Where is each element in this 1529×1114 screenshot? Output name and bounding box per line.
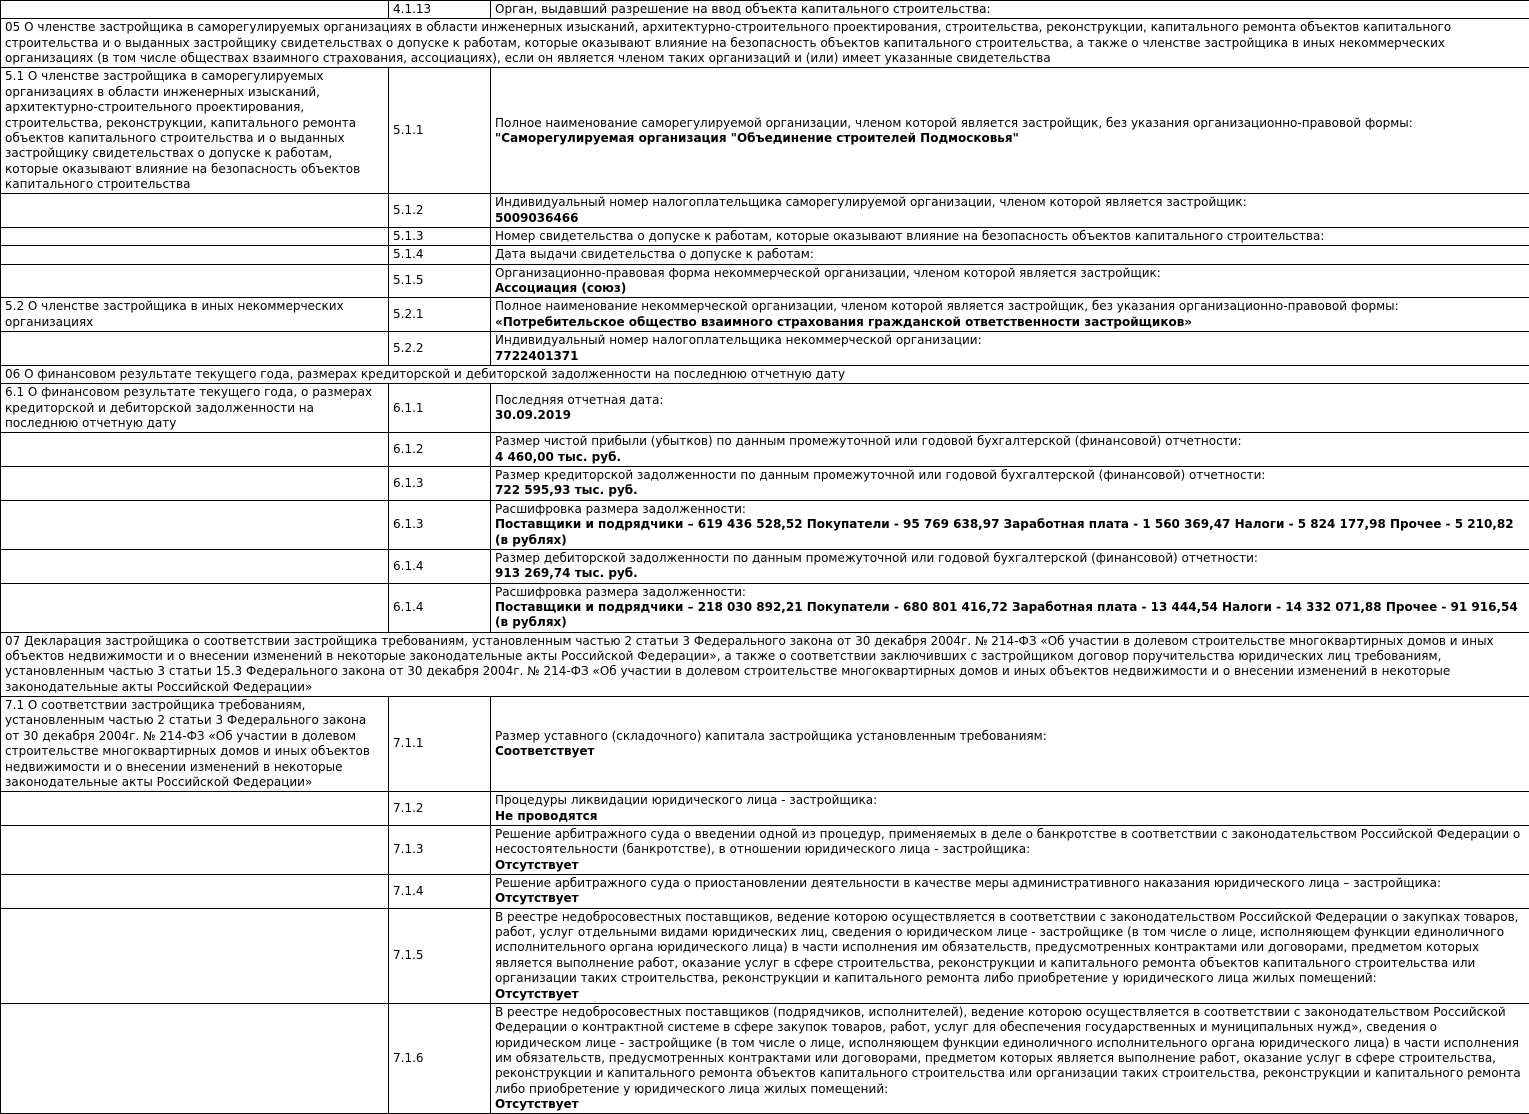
table-row	[1, 825, 1529, 874]
table-row	[1, 549, 1529, 583]
row-code-cell: 4.1.13	[389, 1, 491, 19]
row-description-cell	[1, 500, 389, 549]
row-description-cell	[1, 332, 389, 366]
row-content-cell	[491, 549, 1529, 583]
row-content-cell	[491, 332, 1529, 366]
row-description-cell: 6.1 О финансовом результате текущего года, о размерах кредиторской и дебиторской задолженности на последнюю отчетную дату	[1, 384, 389, 433]
table-row	[1, 264, 1529, 298]
row-code-cell: 6.1.3	[389, 467, 491, 501]
row-content-cell	[491, 583, 1529, 632]
row-description-cell	[1, 264, 389, 298]
field-value: Поставщики и подрядчики – 218 030 892,21 Покупатели - 680 801 416,72 Заработная плата - 13 444,54 Налоги - 14 332 071,88 Прочее - 91 916,54 (в рублях)	[495, 600, 1525, 631]
table-row	[1, 467, 1529, 501]
row-content-cell	[491, 68, 1529, 194]
table-row	[1, 433, 1529, 467]
row-content-cell	[491, 264, 1529, 298]
field-label: Решение арбитражного суда о приостановлении деятельности в качестве меры административного наказания юридического лица – застройщика:	[495, 876, 1525, 891]
row-code-cell: 7.1.2	[389, 792, 491, 826]
table-row	[1, 332, 1529, 366]
declaration-table-body	[1, 1, 1529, 1114]
field-label: Индивидуальный номер налогоплательщика некоммерческой организации:	[495, 333, 1525, 348]
field-value: "Саморегулируемая организация "Объединение строителей Подмосковья"	[495, 131, 1525, 146]
row-description-cell: 5.1 О членстве застройщика в саморегулируемых организациях в области инженерных изысканий, архитектурно-строительного проектирования, строительства, реконструкции, капитального ремонта объектов капитального строительства и о выданных застройщику свидетельствах о допуске к работам, которые оказывают влияние на безопасность объектов капитального строительства	[1, 68, 389, 194]
table-row	[1, 228, 1529, 246]
field-label: Размер уставного (складочного) капитала застройщика установленным требованиям:	[495, 729, 1525, 744]
table-row	[1, 875, 1529, 909]
row-description-cell	[1, 1003, 389, 1114]
row-description-cell	[1, 194, 389, 228]
field-label: Размер чистой прибыли (убытков) по данным промежуточной или годовой бухгалтерской (финансовой) отчетности:	[495, 434, 1525, 449]
row-description-cell	[1, 467, 389, 501]
row-content-cell	[491, 194, 1529, 228]
row-content-cell	[491, 433, 1529, 467]
table-row	[1, 68, 1529, 194]
section-header-text: 06 О финансовом результате текущего года, размерах кредиторской и дебиторской задолженности на последнюю отчетную дату	[1, 365, 1529, 383]
field-label: В реестре недобросовестных поставщиков (подрядчиков, исполнителей), ведение которою осуществляется в соответствии с законодательством Российской Федерации о контрактной системе в сфере закупок товаров, работ, услуг для обеспечения государственных и муниципальных нужд», сведения о юридическом лице - застройщике (в том числе о лице, исполняющем функции единоличного исполнительного органа юридического лица) в части исполнения им обязательств, предусмотренных контрактами или договорами, предметом которых является выполнение работ, оказание услуг в сфере строительства, реконструкции и капитального ремонта объектов капитального строительства или организации таких строительства, реконструкции и капитального ремонта либо приобретение у юридического лица жилых помещений:	[495, 1005, 1525, 1097]
field-value: Отсутствует	[495, 987, 1525, 1002]
field-value: 5009036466	[495, 211, 1525, 226]
field-label: В реестре недобросовестных поставщиков, ведение которою осуществляется в соответствии с законодательством Российской Федерации о закупках товаров, работ, услуг отдельными видами юридических лиц, сведения о юридическом лице - застройщике (в том числе о лице, исполняющем функции единоличного исполнительного органа юридического лица) в части исполнения им обязательств, предусмотренных контрактами или договорами, предметом которых является выполнение работ, оказание услуг в сфере строительства, реконструкции и капитального ремонта объектов капитального строительства или организации таких строительства, реконструкции и капитального ремонта либо приобретение у юридического лица жилых помещений:	[495, 910, 1525, 987]
row-content-cell	[491, 697, 1529, 792]
section-header-row	[1, 365, 1529, 383]
section-header-text: 05 О членстве застройщика в саморегулируемых организациях в области инженерных изысканий, архитектурно-строительного проектирования, строительства, реконструкции, капитального ремонта объектов капитального строительства и о выданных застройщику свидетельствах о допуске к работам, которые оказывают влияние на безопасность объектов капитального строительства, а также о членстве застройщика в иных некоммерческих организациях (в том числе обществах взаимного страхования, ассоциациях), если он является членом таких организаций и (или) имеет указанные свидетельства	[1, 19, 1529, 68]
row-description-cell	[1, 1, 389, 19]
row-description-cell: 5.2 О членстве застройщика в иных некоммерческих организациях	[1, 298, 389, 332]
field-value: 913 269,74 тыс. руб.	[495, 566, 1525, 581]
section-header-row	[1, 19, 1529, 68]
row-code-cell: 7.1.1	[389, 697, 491, 792]
row-code-cell: 6.1.1	[389, 384, 491, 433]
field-label: Полное наименование саморегулируемой организации, членом которой является застройщик, без указания организационно-правовой формы:	[495, 116, 1525, 131]
row-description-cell	[1, 825, 389, 874]
field-value: Поставщики и подрядчики – 619 436 528,52 Покупатели - 95 769 638,97 Заработная плата - 1 560 369,47 Налоги - 5 824 177,98 Прочее - 5 210,82 (в рублях)	[495, 517, 1525, 548]
row-content-cell	[491, 246, 1529, 264]
table-row	[1, 583, 1529, 632]
field-value: «Потребительское общество взаимного страхования гражданской ответственности застройщиков»	[495, 315, 1525, 330]
row-content-cell	[491, 792, 1529, 826]
field-label: Размер дебиторской задолженности по данным промежуточной или годовой бухгалтерской (финансовой) отчетности:	[495, 551, 1525, 566]
field-value: Отсутствует	[495, 891, 1525, 906]
row-code-cell: 6.1.2	[389, 433, 491, 467]
field-label: Дата выдачи свидетельства о допуске к работам:	[495, 247, 1525, 262]
row-description-cell: 7.1 О соответствии застройщика требованиям, установленным частью 2 статьи 3 Федерального закона от 30 декабря 2004г. № 214-ФЗ «Об участии в долевом строительстве многоквартирных домов и иных объектов недвижимости и о внесении изменений в некоторые законодательные акты Российской Федерации»	[1, 697, 389, 792]
row-code-cell: 5.1.4	[389, 246, 491, 264]
table-row	[1, 908, 1529, 1003]
row-code-cell: 6.1.4	[389, 583, 491, 632]
row-content-cell	[491, 825, 1529, 874]
field-label: Процедуры ликвидации юридического лица - застройщика:	[495, 793, 1525, 808]
field-value: 7722401371	[495, 349, 1525, 364]
table-row	[1, 194, 1529, 228]
row-description-cell	[1, 792, 389, 826]
row-code-cell: 7.1.3	[389, 825, 491, 874]
row-content-cell	[491, 908, 1529, 1003]
section-header-row	[1, 632, 1529, 696]
table-row	[1, 697, 1529, 792]
table-row	[1, 1, 1529, 19]
row-description-cell	[1, 875, 389, 909]
row-description-cell	[1, 549, 389, 583]
row-code-cell: 5.1.2	[389, 194, 491, 228]
field-value: Отсутствует	[495, 1097, 1525, 1112]
row-content-cell	[491, 228, 1529, 246]
field-value: 4 460,00 тыс. руб.	[495, 450, 1525, 465]
row-code-cell: 7.1.5	[389, 908, 491, 1003]
table-row	[1, 1003, 1529, 1114]
row-code-cell: 5.2.2	[389, 332, 491, 366]
table-row	[1, 792, 1529, 826]
row-description-cell	[1, 908, 389, 1003]
row-content-cell	[491, 467, 1529, 501]
table-row	[1, 384, 1529, 433]
field-label: Расшифровка размера задолженности:	[495, 585, 1525, 600]
row-code-cell: 7.1.6	[389, 1003, 491, 1114]
table-row	[1, 500, 1529, 549]
field-label: Размер кредиторской задолженности по данным промежуточной или годовой бухгалтерской (финансовой) отчетности:	[495, 468, 1525, 483]
field-value: Соответствует	[495, 744, 1525, 759]
field-label: Индивидуальный номер налогоплательщика саморегулируемой организации, членом которой является застройщик:	[495, 195, 1525, 210]
field-label: Номер свидетельства о допуске к работам, которые оказывают влияние на безопасность объектов капитального строительства:	[495, 229, 1525, 244]
row-code-cell: 5.1.1	[389, 68, 491, 194]
field-label: Последняя отчетная дата:	[495, 393, 1525, 408]
row-content-cell	[491, 1, 1529, 19]
row-content-cell	[491, 875, 1529, 909]
table-row	[1, 298, 1529, 332]
row-description-cell	[1, 246, 389, 264]
row-code-cell: 5.2.1	[389, 298, 491, 332]
row-description-cell	[1, 433, 389, 467]
row-description-cell	[1, 228, 389, 246]
row-code-cell: 7.1.4	[389, 875, 491, 909]
field-value: Ассоциация (союз)	[495, 281, 1525, 296]
field-label: Расшифровка размера задолженности:	[495, 502, 1525, 517]
row-code-cell: 5.1.5	[389, 264, 491, 298]
row-content-cell	[491, 298, 1529, 332]
field-value: Не проводятся	[495, 809, 1525, 824]
row-code-cell: 6.1.4	[389, 549, 491, 583]
row-code-cell: 5.1.3	[389, 228, 491, 246]
row-content-cell	[491, 384, 1529, 433]
field-value: Отсутствует	[495, 858, 1525, 873]
row-description-cell	[1, 583, 389, 632]
field-label: Организационно-правовая форма некоммерческой организации, членом которой является застройщик:	[495, 266, 1525, 281]
field-label: Полное наименование некоммерческой организации, членом которой является застройщик, без указания организационно-правовой формы:	[495, 299, 1525, 314]
field-value: 722 595,93 тыс. руб.	[495, 483, 1525, 498]
field-label: Орган, выдавший разрешение на ввод объекта капитального строительства:	[495, 2, 1525, 17]
table-row	[1, 246, 1529, 264]
field-label: Решение арбитражного суда о введении одной из процедур, применяемых в деле о банкротстве в соответствии с законодательством Российской Федерации о несостоятельности (банкротстве), в отношении юридического лица - застройщика:	[495, 827, 1525, 858]
section-header-text: 07 Декларация застройщика о соответствии застройщика требованиям, установленным частью 2 статьи 3 Федерального закона от 30 декабря 2004г. № 214-ФЗ «Об участии в долевом строительстве многоквартирных домов и иных объектов недвижимости и о внесении изменений в некоторые законодательные акты Российской Федерации», а также о соответствии заключивших с застройщиком договор поручительства юридических лиц требованиям, установленным частью 3 статьи 15.3 Федерального закона от 30 декабря 2004г. № 214-ФЗ «Об участии в долевом строительстве многоквартирных домов и иных объектов недвижимости и о внесении изменений в некоторые законодательные акты Российской Федерации»	[1, 632, 1529, 696]
row-code-cell: 6.1.3	[389, 500, 491, 549]
field-value: 30.09.2019	[495, 408, 1525, 423]
row-content-cell	[491, 500, 1529, 549]
row-content-cell	[491, 1003, 1529, 1114]
